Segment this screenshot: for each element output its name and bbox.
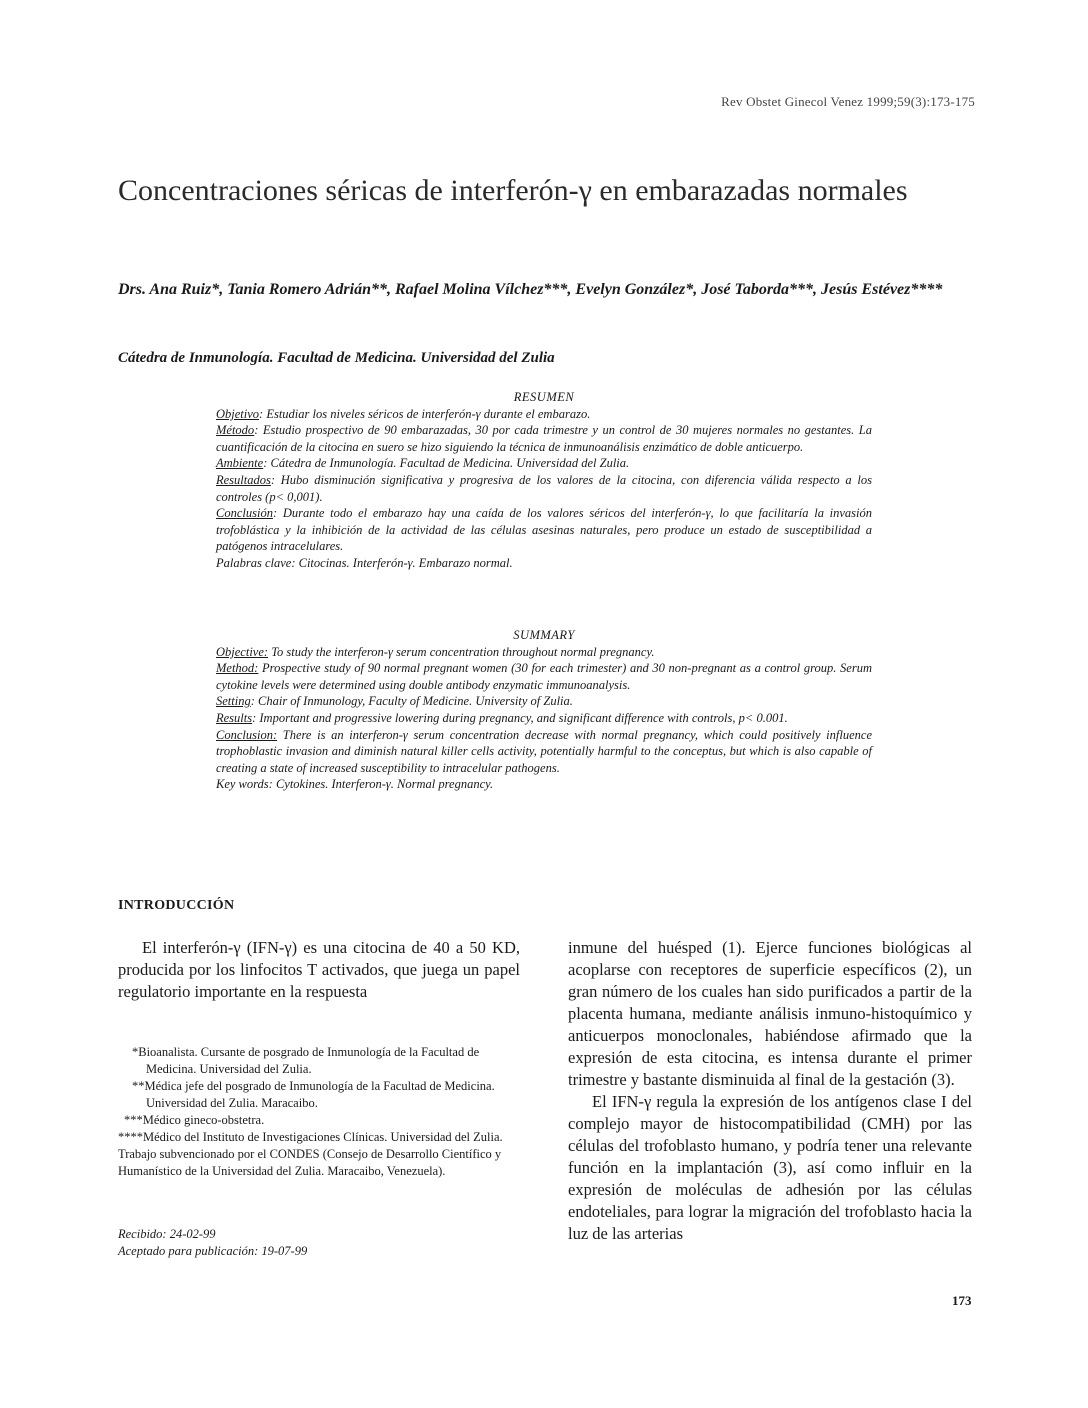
dates-block bbox=[118, 1226, 307, 1260]
resumen-objetivo-label: Objetivo bbox=[216, 406, 260, 421]
summary-method bbox=[216, 660, 872, 693]
resumen-metodo-label: Método bbox=[216, 423, 255, 438]
resumen-metodo bbox=[216, 422, 872, 455]
resumen-resultados bbox=[216, 472, 872, 505]
journal-citation: Rev Obstet Ginecol Venez 1999;59(3):173-175 bbox=[721, 94, 975, 109]
body-column-left bbox=[118, 937, 520, 1003]
resumen-conclusion-text: : Durante todo el embarazo hay una caída de los valores séricos del interferón-γ, lo que facilitaría la invasión trofoblástica y la inhibición de la actividad de las células asesinas naturales, pero produce un estado de susceptibilidad a patógenos intracelulares. bbox=[216, 506, 872, 554]
resumen-resultados-label: Resultados bbox=[216, 472, 271, 487]
body-column-right bbox=[568, 937, 972, 1245]
intro-paragraph-1-continued: inmune del huésped (1). Ejerce funciones biológicas al acoplarse con receptores de superficie específicos (2), un gran número de los cuales han sido purificados a partir de la placenta humana, mediante análisis inmuno-histoquímico y anticuerpos monoclonales, habiéndose afirmado que la expresión de esta citocina, es intensa durante el primer trimestre y bastante disminuida al final de la gestación (3). bbox=[568, 938, 972, 1089]
summary-abstract bbox=[216, 627, 872, 793]
summary-setting-label: Setting bbox=[216, 694, 251, 709]
page-number: 173 bbox=[952, 1293, 972, 1308]
summary-results bbox=[216, 710, 872, 727]
received-date: Recibido: 24-02-99 bbox=[118, 1227, 216, 1241]
summary-setting bbox=[216, 693, 872, 710]
intro-paragraph-1: El interferón-γ (IFN-γ) es una citocina de 40 a 50 KD, producida por los linfocitos T activados, que juega un papel regulatorio importante en la respuesta bbox=[118, 938, 520, 1001]
section-heading-introduccion: INTRODUCCIÓN bbox=[118, 898, 235, 913]
footnotes bbox=[118, 1044, 508, 1180]
author-list: Drs. Ana Ruiz*, Tania Romero Adrián**, Rafael Molina Vílchez***, Evelyn González*, José Taborda***, Jesús Estévez**** bbox=[118, 281, 943, 298]
resumen-conclusion bbox=[216, 505, 872, 555]
summary-heading: SUMMARY bbox=[513, 628, 575, 642]
summary-results-label: Results bbox=[216, 710, 253, 725]
summary-keywords: Key words: Cytokines. Interferon-γ. Normal pregnancy. bbox=[216, 777, 494, 792]
summary-method-text: Prospective study of 90 normal pregnant women (30 for each trimester) and 30 non-pregnant as a control group. Serum cytokine levels were determined using double antibody enzymatic immunoanalysis. bbox=[216, 661, 872, 692]
resumen-conclusion-label: Conclusión bbox=[216, 506, 273, 521]
summary-method-label: Method: bbox=[216, 661, 259, 676]
summary-setting-text: : Chair of Inmunology, Faculty of Medicine. University of Zulia. bbox=[250, 694, 573, 709]
article-title: Concentraciones séricas de interferón-γ en embarazadas normales bbox=[118, 174, 908, 207]
resumen-ambiente bbox=[216, 455, 872, 472]
resumen-resultados-text: : Hubo disminución significativa y progresiva de los valores de la citocina, con diferencia válida respecto a los controles (p< 0,001). bbox=[216, 472, 872, 504]
footnote-1: *Bioanalista. Cursante de posgrado de Inmunología de la Facultad de Medicina. Universidad del Zulia. bbox=[132, 1045, 480, 1076]
affiliation: Cátedra de Inmunología. Facultad de Medicina. Universidad del Zulia bbox=[118, 350, 555, 366]
resumen-ambiente-text: : Cátedra de Inmunología. Facultad de Medicina. Universidad del Zulia. bbox=[263, 456, 630, 471]
intro-paragraph-2: El IFN-γ regula la expresión de los antígenos clase I del complejo mayor de histocompatibilidad (CMH) por las células del trofoblasto humano, y podría tener una relevante función en la implantación (3), así como influir en la expresión de moléculas de adhesión por las células endoteliales, para lograr la migración del trofoblasto hacia la luz de las arterias bbox=[568, 1092, 972, 1243]
footnote-4: ****Médico del Instituto de Investigaciones Clínicas. Universidad del Zulia. bbox=[118, 1130, 503, 1144]
accepted-date: Aceptado para publicación: 19-07-99 bbox=[118, 1244, 308, 1258]
summary-results-text: : Important and progressive lowering during pregnancy, and significant difference with controls, p< 0.001. bbox=[252, 710, 788, 725]
summary-conclusion bbox=[216, 727, 872, 777]
summary-conclusion-label: Conclusion: bbox=[216, 727, 278, 742]
footnote-3: ***Médico gineco-obstetra. bbox=[124, 1113, 265, 1127]
summary-objective-text: To study the interferon-γ serum concentration throughout normal pregnancy. bbox=[268, 644, 655, 659]
footnote-2: **Médica jefe del posgrado de Inmunología de la Facultad de Medicina. Universidad del Zulia. Maracaibo. bbox=[132, 1079, 495, 1110]
resumen-ambiente-label: Ambiente bbox=[216, 456, 264, 471]
resumen-metodo-text: : Estudio prospectivo de 90 embarazadas, 30 por cada trimestre y un control de 30 mujeres normales no gestantes. La cuantificación de la citocina en suero se hizo siguiendo la técnica de inmunoanálisis enzimático de doble anticuerpo. bbox=[216, 423, 872, 454]
resumen-objetivo-text: : Estudiar los niveles séricos de interferón-γ durante el embarazo. bbox=[259, 406, 591, 421]
resumen-heading: RESUMEN bbox=[513, 390, 575, 404]
resumen-keywords: Palabras clave: Citocinas. Interferón-γ. Embarazo normal. bbox=[216, 555, 513, 570]
resumen-abstract bbox=[216, 389, 872, 572]
summary-conclusion-text: There is an interferon-γ serum concentration decrease with normal pregnancy, which could positively influence trophoblastic invasion and diminish natural killer cells activity, potentially harmful to the conceptus, but which is also capable of creating a state of increased susceptibility to intracelular pathogens. bbox=[216, 727, 872, 775]
footnote-funding: Trabajo subvencionado por el CONDES (Consejo de Desarrollo Científico y Humanístico de la Universidad del Zulia. Maracaibo, Venezuela). bbox=[118, 1147, 502, 1178]
summary-objective-label: Objective: bbox=[216, 644, 269, 659]
resumen-objetivo bbox=[216, 406, 872, 423]
summary-objective bbox=[216, 644, 872, 661]
